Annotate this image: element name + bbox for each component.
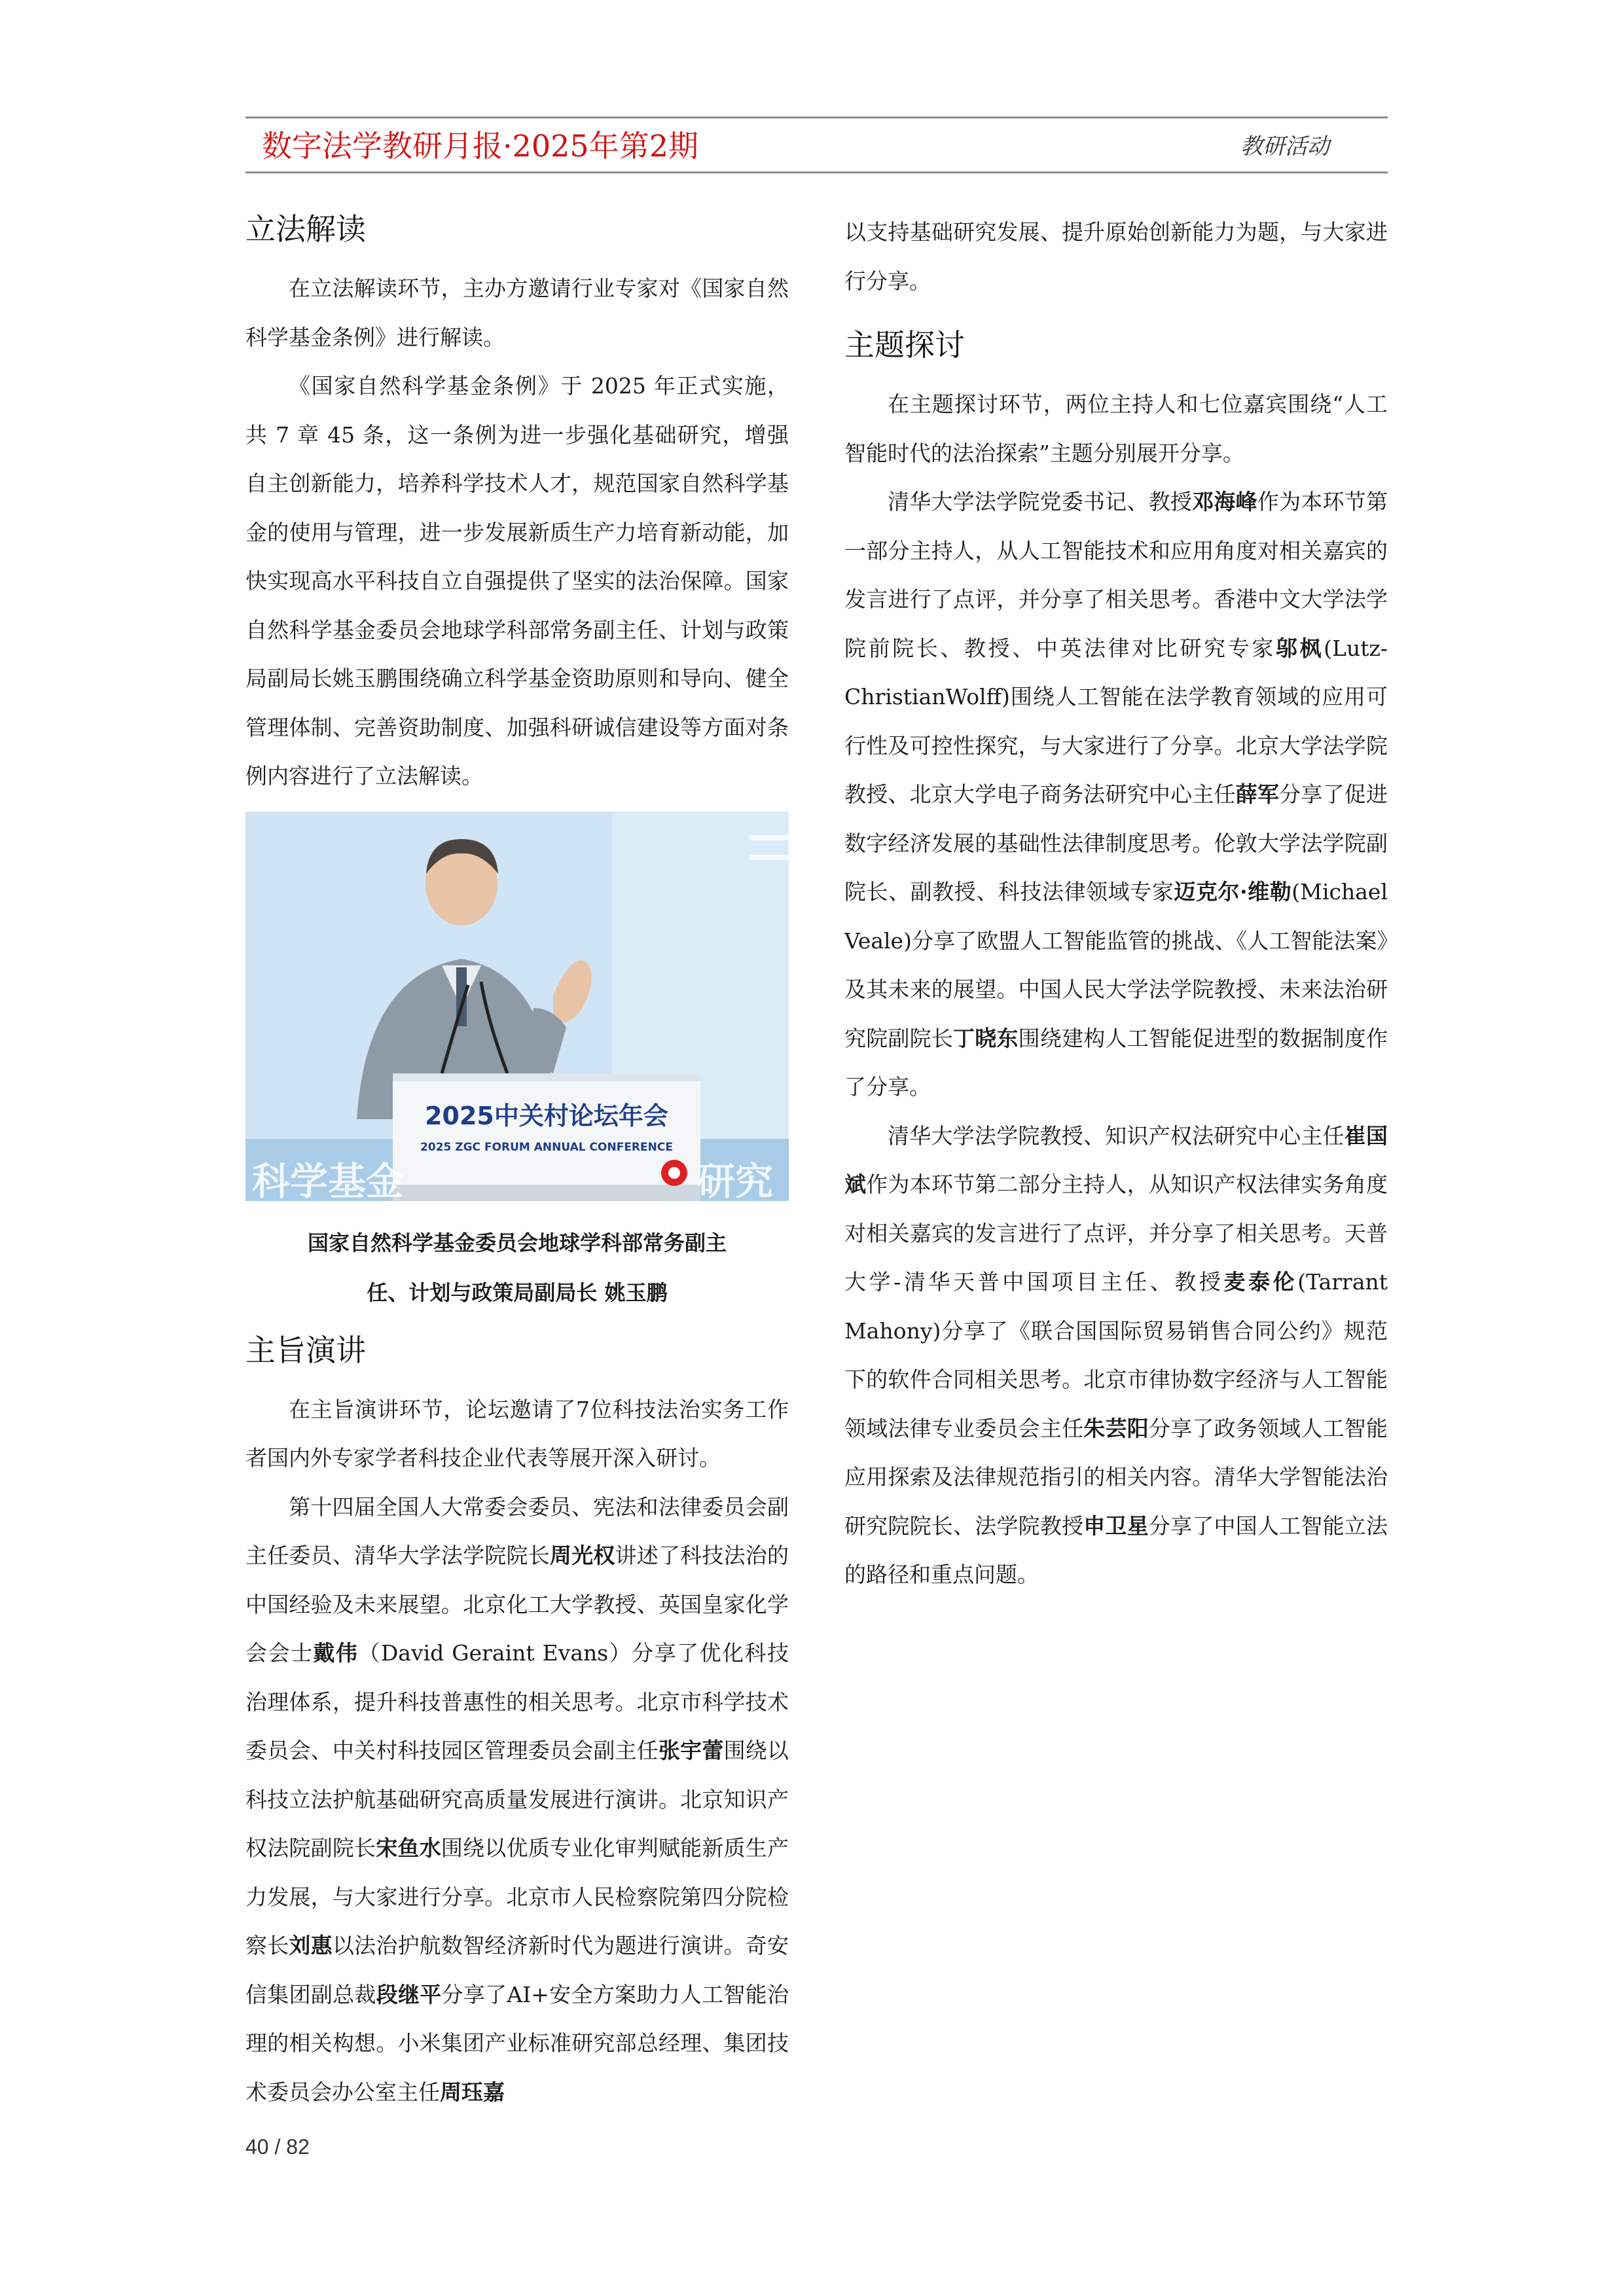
speaker-name: 刘惠 xyxy=(289,1933,333,1958)
speaker-name: 薛军 xyxy=(1235,781,1280,807)
speaker-name: 迈克尔·维勒 xyxy=(1174,879,1292,905)
topic-text: 作为本环节第二部分主持人，从知识产权法律实务角度对相关嘉宾的发言进行了点评，并分享了相关思考。天普大学-清华天普中国项目主任、教授 xyxy=(844,1172,1388,1295)
speaker-name: 段继平 xyxy=(376,1981,442,2007)
keynote-text: 围绕以优质专业化审判赋能新质生产力发展，与大家进行分享。北京市人民检察院第四分院检察长 xyxy=(245,1835,789,1958)
keynote-text: 分享了AI+安全方案助力人工智能治理的相关构想。小米集团产业标准研究部总经理、集团技术委员会办公室主任 xyxy=(245,1981,789,2105)
page-number: 40 / 82 xyxy=(245,2135,310,2159)
speaker-photo-illustration xyxy=(245,812,789,1201)
topic-paragraph-3 xyxy=(844,1112,1388,1600)
speaker-name: 周珏嘉 xyxy=(440,2079,505,2105)
background-text-left: 科学基金 xyxy=(252,1158,405,1201)
topic-text: (Lutz-ChristianWolff)围绕人工智能在法学教育领域的应用可行性及可控性探究，与大家进行了分享。北京大学法学院教授、北京大学电子商务法研究中心主任 xyxy=(844,635,1388,807)
heading-legislation: 立法解读 xyxy=(245,211,366,247)
speaker-name: 崔国斌 xyxy=(844,1122,1388,1197)
speaker-name: 申卫星 xyxy=(1083,1513,1149,1539)
speaker-name: 张宇蕾 xyxy=(658,1738,724,1763)
keynote-paragraph-2-continued xyxy=(844,208,1388,306)
speaker-name: 麦泰伦 xyxy=(1223,1269,1298,1295)
keynote-text: 以法治护航数智经济新时代为题进行演讲。奇安信集团副总裁 xyxy=(245,1933,789,2007)
keynote-text: 围绕以科技立法护航基础研究高质量发展进行演讲。北京知识产权法院副院长 xyxy=(245,1738,789,1861)
topic-text: (Michael Veale)分享了欧盟人工智能监管的挑战、《人工智能法案》及其未来的展望。中国人民大学法学院教授、未来法治研究院副院长 xyxy=(844,879,1388,1051)
podium-banner-title: 2025中关村论坛年会 xyxy=(425,1101,668,1130)
header-rule-top xyxy=(245,117,1388,118)
photo-caption xyxy=(245,1218,789,1318)
keynote-text: 讲述了科技法治的中国经验及未来展望。北京化工大学教授、英国皇家化学会会士 xyxy=(245,1543,789,1666)
topic-paragraph-2 xyxy=(844,478,1388,1112)
keynote-paragraph-1: 在主旨演讲环节，论坛邀请了7位科技法治实务工作者国内外专家学者科技企业代表等展开深入研讨。 xyxy=(245,1396,789,1471)
header-rule-bottom xyxy=(245,171,1388,173)
topic-text: 清华大学法学院教授、知识产权法研究中心主任 xyxy=(888,1122,1344,1149)
topic-text: 清华大学法学院党委书记、教授 xyxy=(888,489,1193,514)
speaker-name: 宋鱼水 xyxy=(376,1835,441,1861)
topic-text: (Tarrant Mahony)分享了《联合国国际贸易销售合同公约》规范下的软件合同相关思考。北京市律协数字经济与人工智能领域法律专业委员会主任 xyxy=(844,1269,1388,1441)
keynote-text: 以支持基础研究发展、提升原始创新能力为题，与大家进行分享。 xyxy=(844,219,1388,294)
topic-text: 分享了促进数字经济发展的基础性法律制度思考。伦敦大学法学院副院长、副教授、科技法律领域专家 xyxy=(844,781,1388,905)
speaker-name: 丁晓东 xyxy=(953,1025,1019,1051)
legislation-paragraph-1: 在立法解读环节，主办方邀请行业专家对《国家自然科学基金条例》进行解读。 xyxy=(245,276,789,350)
caption-line-1: 国家自然科学基金委员会地球学科部常务副主 xyxy=(307,1230,727,1255)
background-text-right: 研究 xyxy=(697,1158,774,1201)
keynote-paragraph-2 xyxy=(245,1483,789,2117)
keynote-text: （David Geraint Evans）分享了优化科技治理体系，提升科技普惠性的相关思考。北京市科学技术委员会、中关村科技园区管理委员会副主任 xyxy=(245,1640,789,1763)
podium-banner-subtitle: 2025 ZGC FORUM ANNUAL CONFERENCE xyxy=(420,1140,673,1154)
caption-line-2: 任、计划与政策局副局长 姚玉鹏 xyxy=(367,1280,668,1305)
speaker-name: 邬枫 xyxy=(1275,635,1324,661)
heading-keynote: 主旨演讲 xyxy=(245,1332,366,1368)
speaker-name: 朱芸阳 xyxy=(1083,1415,1149,1441)
column-spacer xyxy=(844,306,1388,324)
speaker-name: 周光权 xyxy=(549,1543,615,1568)
keynote-text: 第十四届全国人大常委会委员、宪法和法律委员会副主任委员、清华大学法学院院长 xyxy=(245,1494,789,1568)
section-tag: 教研活动 xyxy=(1240,134,1329,160)
topic-text: 作为本环节第一部分主持人，从人工智能技术和应用角度对相关嘉宾的发言进行了点评，并分享了相关思考。香港中文大学法学院前院长、教授、中英法律对比研究专家 xyxy=(844,489,1388,661)
right-column xyxy=(844,208,1388,1600)
topic-paragraph-1: 在主题探讨环节，两位主持人和七位嘉宾围绕“人工智能时代的法治探索”主题分别展开分享。 xyxy=(844,391,1388,466)
left-column xyxy=(245,208,789,2117)
speaker-name: 邓海峰 xyxy=(1192,489,1257,514)
speaker-photo xyxy=(245,812,789,1201)
topic-text: 分享了中国人工智能立法的路径和重点问题。 xyxy=(844,1513,1388,1587)
topic-text: 围绕建构人工智能促进型的数据制度作了分享。 xyxy=(844,1025,1388,1100)
legislation-paragraph-2: 《国家自然科学基金条例》于 2025 年正式实施，共 7 章 45 条，这一条例为进一步强化基础研究，增强自主创新能力，培养科学技术人才，规范国家自然科学基金的使用与管理，进一步发展新质生产力培育新动能，加快实现高水平科技自立自强提供了坚实的法治保障。国家自然科学基金委员会地球学科部常务副主任、计划与政策局副局长姚玉鹏围绕确立科学基金资助原则和导向、健全管理体制、完善资助制度、加强科研诚信建设等方面对条例内容进行了立法解读。 xyxy=(245,373,789,789)
speaker-name: 戴伟 xyxy=(313,1640,359,1666)
topic-text: 分享了政务领域人工智能应用探索及法律规范指引的相关内容。清华大学智能法治研究院院长、法学院教授 xyxy=(844,1415,1388,1539)
journal-title: 数字法学教研月报·2025年第2期 xyxy=(262,128,698,164)
heading-topic: 主题探讨 xyxy=(844,327,965,363)
